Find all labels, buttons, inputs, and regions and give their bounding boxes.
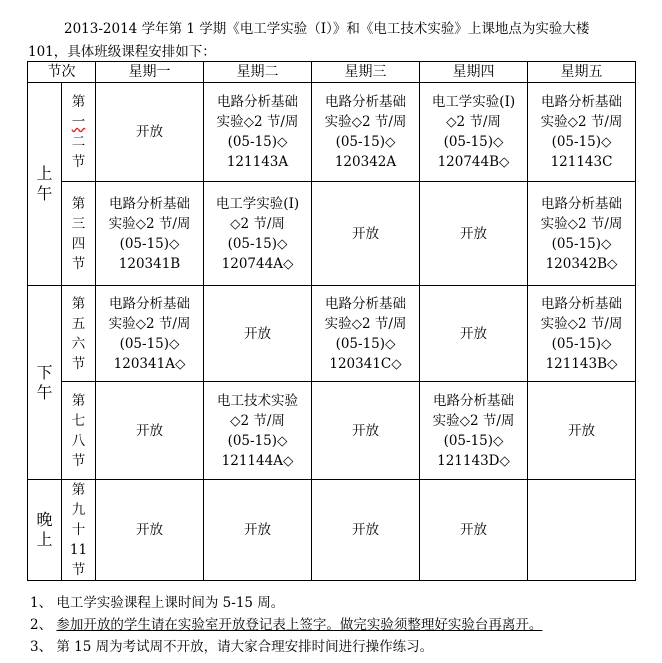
cell-wed-p911: 开放 bbox=[312, 480, 420, 581]
cell-thu-p56: 开放 bbox=[420, 286, 528, 382]
cell-wed-p78: 开放 bbox=[312, 382, 420, 480]
cell-thu-p34: 开放 bbox=[420, 182, 528, 286]
notes bbox=[30, 592, 542, 658]
cell-fri-p34: 电路分析基础 实验◇2 节/周 (05-15)◇ 120342B◇ bbox=[528, 182, 636, 286]
cell-wed-p34: 开放 bbox=[312, 182, 420, 286]
row-period-7-8 bbox=[28, 382, 636, 480]
period-1-2: 第 一 二 节 bbox=[62, 83, 96, 182]
cell-tue-p911: 开放 bbox=[204, 480, 312, 581]
period-9-11: 第 九 十 11 节 bbox=[62, 480, 96, 581]
cell-wed-p12: 电路分析基础 实验◇2 节/周 (05-15)◇ 120342A bbox=[312, 83, 420, 182]
cell-thu-p12: 电工学实验(I) ◇2 节/周 (05-15)◇ 120744B◇ bbox=[420, 83, 528, 182]
cell-fri-p78: 开放 bbox=[528, 382, 636, 480]
cell-tue-p12: 电路分析基础 实验◇2 节/周 (05-15)◇ 121143A bbox=[204, 83, 312, 182]
note-1: 1、 电工学实验课程上课时间为 5-15 周。 bbox=[30, 595, 285, 611]
header-day-tue: 星期二 bbox=[204, 62, 312, 83]
header-day-wed: 星期三 bbox=[312, 62, 420, 83]
intro-text bbox=[28, 18, 648, 64]
cell-mon-p12: 开放 bbox=[96, 83, 204, 182]
header-row bbox=[28, 62, 636, 83]
header-day-thu: 星期四 bbox=[420, 62, 528, 83]
row-period-1-2 bbox=[28, 83, 636, 182]
note-3: 3、 第 15 周为考试周不开放，请大家合理安排时间进行操作练习。 bbox=[30, 639, 434, 655]
header-day-mon: 星期一 bbox=[96, 62, 204, 83]
intro-line-2: 101，具体班级课程安排如下： bbox=[28, 44, 216, 60]
cell-fri-p911 bbox=[528, 480, 636, 581]
cell-tue-p34: 电工学实验(I) ◇2 节/周 (05-15)◇ 120744A◇ bbox=[204, 182, 312, 286]
period-3-4: 第 三 四 节 bbox=[62, 182, 96, 286]
period-5-6: 第 五 六 节 bbox=[62, 286, 96, 382]
header-day-fri: 星期五 bbox=[528, 62, 636, 83]
cell-tue-p78: 电工技术实验 ◇2 节/周 (05-15)◇ 121144A◇ bbox=[204, 382, 312, 480]
cell-thu-p911: 开放 bbox=[420, 480, 528, 581]
row-period-3-4 bbox=[28, 182, 636, 286]
row-period-5-6 bbox=[28, 286, 636, 382]
note-2: 2、 参加开放的学生请在实验室开放登记表上签字。做完实验须整理好实验台再离开。 bbox=[30, 617, 543, 633]
cell-fri-p56: 电路分析基础 实验◇2 节/周 (05-15)◇ 121143B◇ bbox=[528, 286, 636, 382]
half-evening: 晚 上 bbox=[28, 480, 62, 581]
schedule-table bbox=[27, 61, 636, 581]
period-7-8: 第 七 八 节 bbox=[62, 382, 96, 480]
intro-line-1: 2013-2014 学年第 1 学期《电工学实验（I）》和《电工技术实验》上课地点为实验大楼 bbox=[64, 21, 590, 37]
cell-wed-p56: 电路分析基础 实验◇2 节/周 (05-15)◇ 120341C◇ bbox=[312, 286, 420, 382]
row-period-9-11 bbox=[28, 480, 636, 581]
cell-mon-p34: 电路分析基础 实验◇2 节/周 (05-15)◇ 120341B bbox=[96, 182, 204, 286]
cell-mon-p78: 开放 bbox=[96, 382, 204, 480]
cell-tue-p56: 开放 bbox=[204, 286, 312, 382]
header-corner: 节次 bbox=[28, 62, 96, 83]
half-afternoon: 下 午 bbox=[28, 286, 62, 480]
cell-mon-p911: 开放 bbox=[96, 480, 204, 581]
cell-mon-p56: 电路分析基础 实验◇2 节/周 (05-15)◇ 120341A◇ bbox=[96, 286, 204, 382]
half-morning: 上 午 bbox=[28, 83, 62, 286]
cell-fri-p12: 电路分析基础 实验◇2 节/周 (05-15)◇ 121143C bbox=[528, 83, 636, 182]
cell-thu-p78: 电路分析基础 实验◇2 节/周 (05-15)◇ 121143D◇ bbox=[420, 382, 528, 480]
